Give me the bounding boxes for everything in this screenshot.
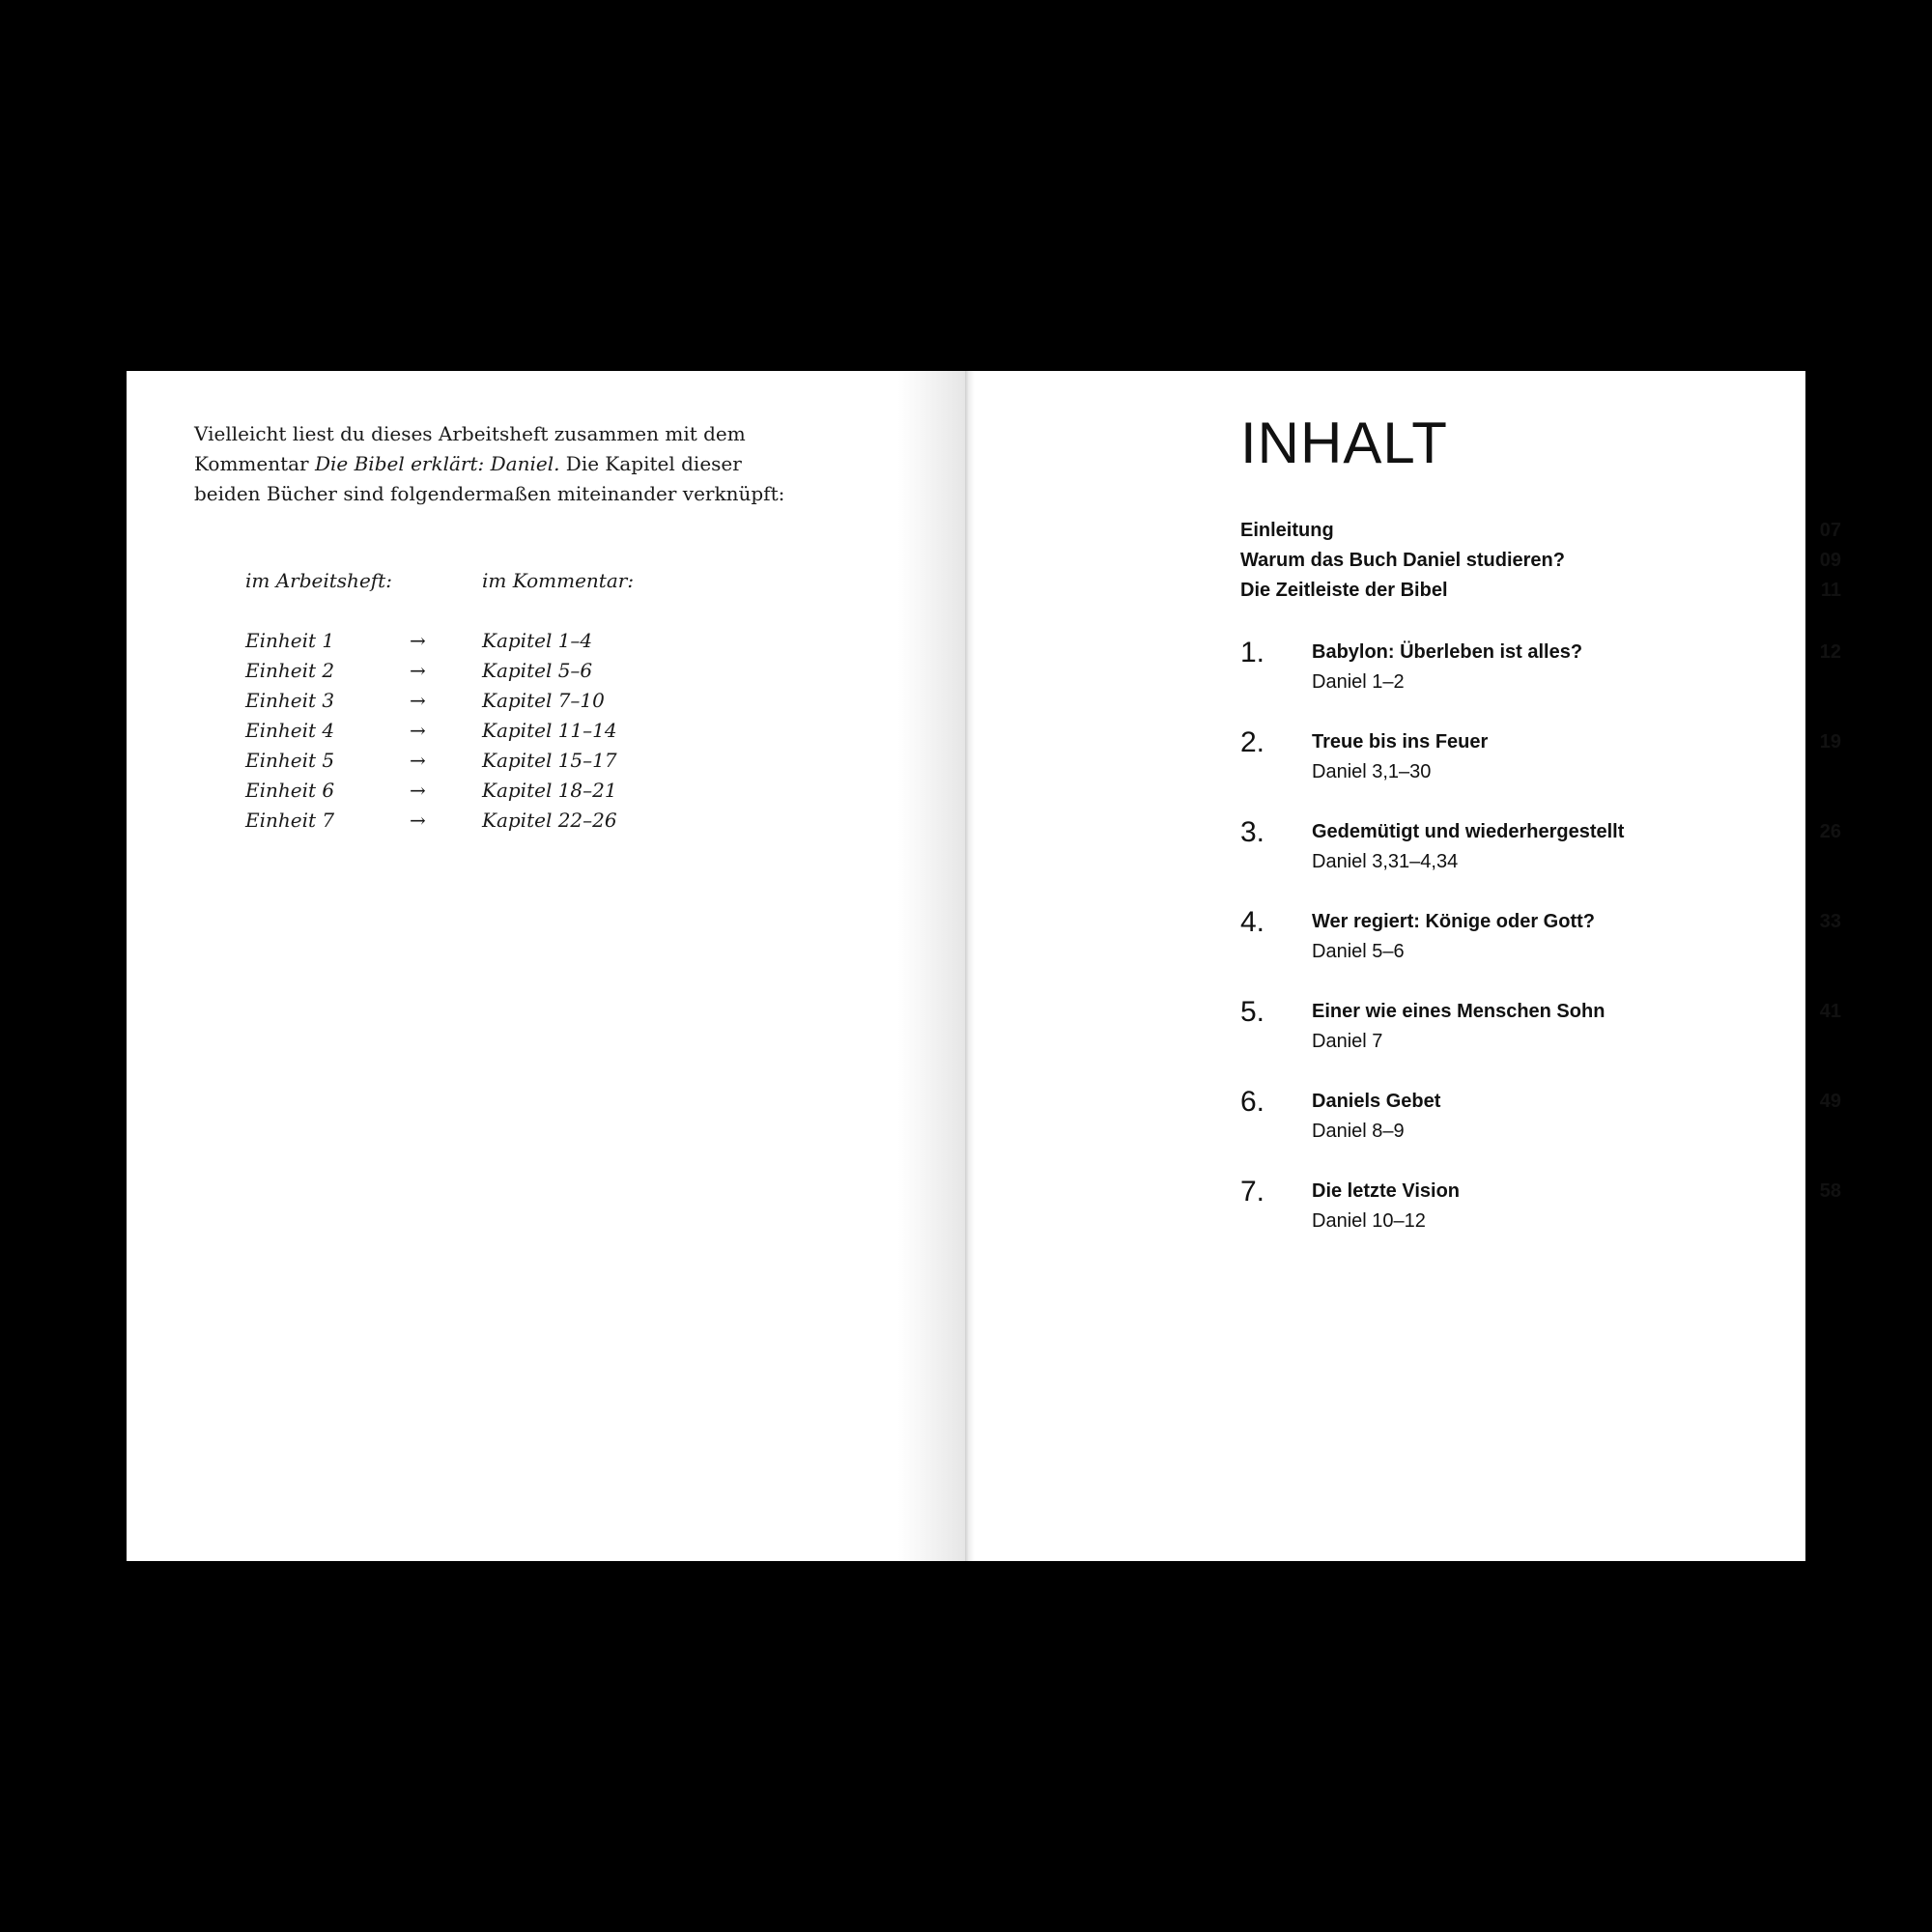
intro-text-end: Die Kapitel dieser beiden Bücher sind folgendermaßen miteinander verknüpft: (194, 452, 785, 505)
arrow-right-icon: → (410, 779, 426, 802)
toc-page-number: 58 (1819, 1180, 1841, 1202)
mapping-chapters: Kapitel 1–4 (482, 629, 593, 652)
toc-page-number: 09 (1819, 550, 1841, 571)
toc-front-label: Die Zeitleiste der Bibel (1240, 580, 1448, 601)
arrow-right-icon: → (410, 689, 426, 712)
chapter-title: Gedemütigt und wiederhergestellt (1312, 821, 1625, 842)
mapping-chapters: Kapitel 7–10 (482, 689, 605, 712)
mapping-unit: Einheit 1 (245, 629, 335, 652)
chapter-reference: Daniel 7 (1312, 1031, 1383, 1052)
arrow-right-icon: → (410, 719, 426, 742)
toc-front-item (1240, 516, 1841, 546)
toc-front-item (1240, 546, 1841, 576)
mapping-chapters: Kapitel 11–14 (482, 719, 617, 742)
mapping-chapters: Kapitel 15–17 (482, 749, 617, 772)
book-spread (127, 371, 1841, 1561)
toc-page-number: 11 (1820, 580, 1841, 601)
toc-chapter (1240, 1085, 1841, 1175)
toc-chapter (1240, 725, 1841, 815)
mapping-chapters: Kapitel 5–6 (482, 659, 593, 682)
toc-page-number: 19 (1819, 731, 1841, 753)
chapter-title: Babylon: Überleben ist alles? (1312, 641, 1583, 663)
chapter-title: Daniels Gebet (1312, 1091, 1441, 1112)
toc-chapter (1240, 905, 1841, 995)
chapter-number: 5. (1240, 996, 1265, 1028)
chapter-title: Treue bis ins Feuer (1312, 731, 1489, 753)
chapter-number: 7. (1240, 1176, 1265, 1208)
toc-front-label: Warum das Buch Daniel studieren? (1240, 550, 1565, 571)
toc-page-number: 41 (1819, 1001, 1841, 1022)
commentary-title: Die Bibel erklärt: Daniel. (314, 452, 560, 475)
arrow-right-icon: → (410, 809, 426, 832)
mapping-header-commentary: im Kommentar: (482, 569, 635, 592)
arrow-right-icon: → (410, 749, 426, 772)
toc-chapter (1240, 995, 1841, 1085)
arrow-right-icon: → (410, 629, 426, 652)
chapter-reference: Daniel 1–2 (1312, 671, 1405, 693)
chapter-number: 6. (1240, 1086, 1265, 1118)
table-of-contents (1240, 410, 1841, 1264)
toc-page-number: 49 (1819, 1091, 1841, 1112)
toc-page-number: 07 (1819, 520, 1841, 541)
toc-front-item (1240, 576, 1841, 606)
mapping-unit: Einheit 2 (245, 659, 335, 682)
toc-chapter-list (1240, 636, 1841, 1264)
left-page (127, 371, 965, 1561)
chapter-number: 3. (1240, 816, 1265, 848)
arrow-right-icon: → (410, 659, 426, 682)
mapping-unit: Einheit 6 (245, 779, 335, 802)
toc-page-number: 26 (1819, 821, 1841, 842)
chapter-title: Wer regiert: Könige oder Gott? (1312, 911, 1595, 932)
chapter-number: 2. (1240, 726, 1265, 758)
mapping-unit: Einheit 5 (245, 749, 335, 772)
mapping-header-workbook: im Arbeitsheft: (245, 569, 392, 592)
toc-title: INHALT (1240, 411, 1448, 475)
mapping-chapters: Kapitel 18–21 (482, 779, 617, 802)
chapter-number: 1. (1240, 637, 1265, 668)
toc-chapter (1240, 815, 1841, 905)
toc-front-label: Einleitung (1240, 520, 1334, 541)
toc-chapter (1240, 1175, 1841, 1264)
chapter-title: Die letzte Vision (1312, 1180, 1461, 1202)
mapping-unit: Einheit 4 (245, 719, 335, 742)
toc-chapter (1240, 636, 1841, 725)
chapter-number: 4. (1240, 906, 1265, 938)
chapter-reference: Daniel 3,1–30 (1312, 761, 1432, 782)
chapter-reference: Daniel 3,31–4,34 (1312, 851, 1459, 872)
toc-page-number: 33 (1819, 911, 1841, 932)
mapping-unit: Einheit 7 (245, 809, 335, 832)
mapping-chapters: Kapitel 22–26 (482, 809, 617, 832)
chapter-reference: Daniel 10–12 (1312, 1210, 1426, 1232)
chapter-reference: Daniel 5–6 (1312, 941, 1405, 962)
intro-paragraph (194, 419, 793, 509)
chapter-reference: Daniel 8–9 (1312, 1121, 1405, 1142)
mapping-unit: Einheit 3 (245, 689, 335, 712)
toc-page-number: 12 (1819, 641, 1841, 663)
right-page (965, 371, 1841, 1561)
chapter-title: Einer wie eines Menschen Sohn (1312, 1001, 1605, 1022)
intro-text-start: Vielleicht liest du dieses Arbeitsheft zusammen mit dem Kommentar (194, 422, 746, 475)
